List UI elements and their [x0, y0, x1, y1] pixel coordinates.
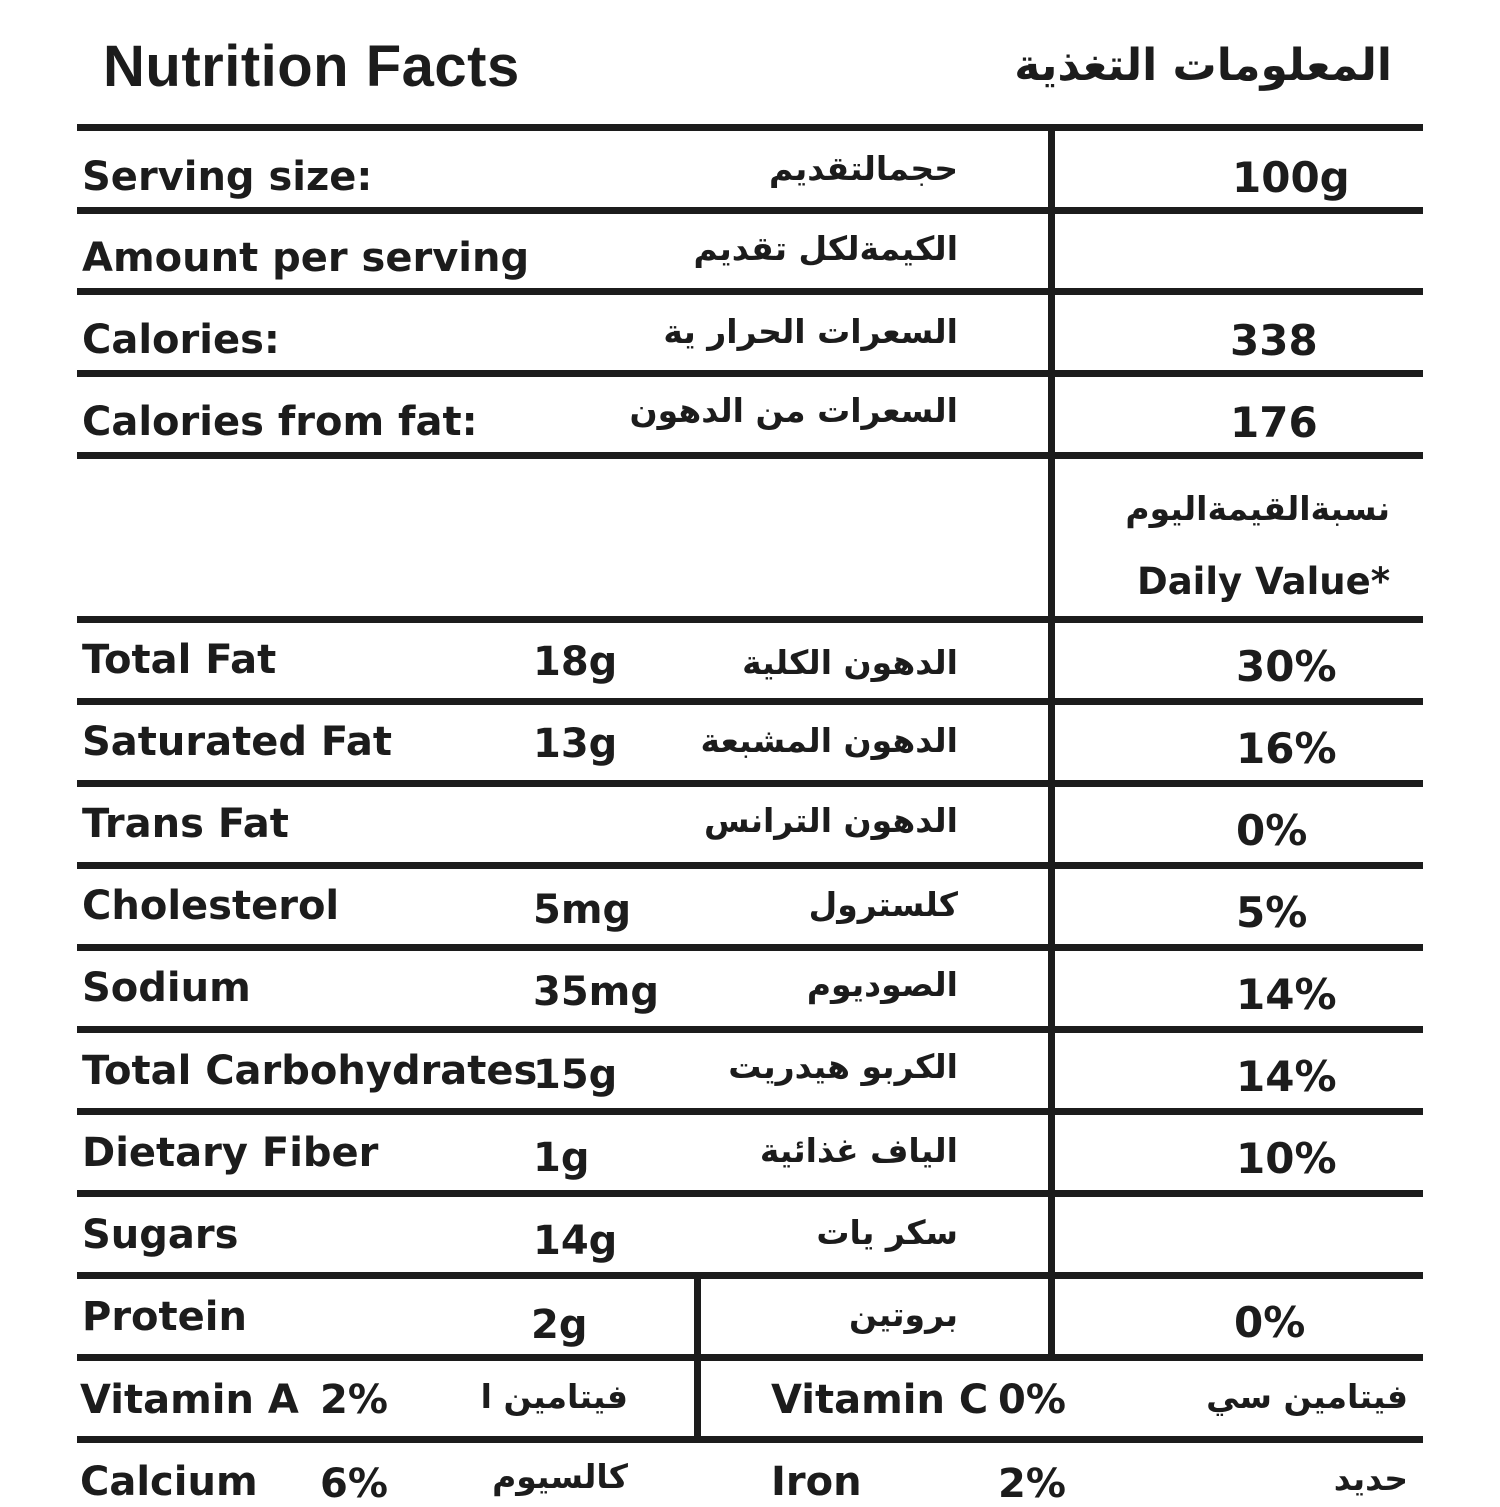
nutrient-quantity: 5mg [533, 887, 632, 933]
vitamin-name-ar: كالسيوم [492, 1457, 628, 1496]
nutrient-daily-value: 14% [1236, 970, 1337, 1019]
nutrient-name-ar: سكر يات [816, 1213, 958, 1252]
nutrient-name: Sugars [82, 1212, 239, 1258]
calories-label-ar: السعرات الحرار ية [663, 312, 958, 351]
calories-label: Calories: [82, 317, 280, 363]
nutrient-name: Saturated Fat [82, 719, 393, 765]
calories-from-fat-label: Calories from fat: [82, 399, 478, 445]
vitamin-name-ar: فيتامين سي [1206, 1377, 1408, 1416]
vitamin-name-ar: حديد [1333, 1459, 1408, 1498]
daily-value-header: Daily Value* [1137, 560, 1391, 603]
serving-size-label: Serving size: [82, 154, 373, 200]
daily-value-header-ar: نسبةالقيمةاليوم [1125, 489, 1390, 528]
nutrient-name-ar: الصوديوم [806, 965, 958, 1004]
vitamin-name: Vitamin C [771, 1377, 989, 1423]
serving-size-label-ar: حجمالتقديم [768, 149, 958, 188]
nutrient-quantity: 18g [533, 639, 618, 685]
title-english: Nutrition Facts [103, 34, 520, 99]
rule [77, 452, 1423, 459]
nutrient-quantity: 2g [531, 1302, 588, 1348]
nutrient-name-ar: الياف غذائية [759, 1131, 958, 1170]
vitamin-name-ar: فيتامين ا [480, 1377, 628, 1416]
nutrient-daily-value: 14% [1236, 1052, 1337, 1101]
nutrient-name-ar: كلسترول [808, 885, 958, 924]
title-arabic: المعلومات التغذية [1014, 40, 1392, 91]
calories-value: 338 [1230, 316, 1318, 365]
rule [77, 124, 1423, 131]
nutrient-daily-value: 0% [1234, 1298, 1306, 1347]
nutrient-name: Total Fat [82, 637, 277, 683]
nutrient-daily-value: 10% [1236, 1134, 1337, 1183]
amount-per-serving-label-ar: الكيمةلكل تقديم [693, 229, 958, 268]
nutrient-name-ar: الدهون المشبعة [700, 721, 958, 760]
nutrient-name-ar: بروتين [849, 1295, 958, 1334]
nutrient-name-ar: الكربو هيدريت [728, 1047, 958, 1086]
rule [77, 780, 1423, 787]
calories-from-fat-label-ar: السعرات من الدهون [629, 391, 958, 430]
nutrient-name: Protein [82, 1294, 247, 1340]
nutrient-daily-value: 0% [1236, 806, 1308, 855]
nutrient-name: Total Carbohydrates [82, 1048, 538, 1094]
rule [77, 370, 1423, 377]
rule [77, 698, 1423, 705]
nutrient-name: Sodium [82, 965, 251, 1011]
serving-size-value: 100g [1232, 153, 1350, 202]
nutrient-quantity: 35mg [533, 969, 659, 1015]
vitamin-value: 2% [320, 1377, 388, 1423]
vitamin-name: Vitamin A [80, 1377, 299, 1423]
column-divider [1048, 124, 1055, 1361]
rule [77, 862, 1423, 869]
nutrient-quantity: 14g [533, 1218, 618, 1264]
nutrient-daily-value: 5% [1236, 888, 1308, 937]
nutrient-quantity: 13g [533, 721, 618, 767]
rule [77, 944, 1423, 951]
nutrient-quantity: 15g [533, 1052, 618, 1098]
vitamin-value: 6% [320, 1461, 388, 1507]
nutrient-daily-value: 30% [1236, 642, 1337, 691]
rule [77, 1108, 1423, 1115]
rule [77, 1272, 1423, 1279]
rule [77, 207, 1423, 214]
nutrient-name-ar: الدهون الترانس [703, 801, 958, 840]
vitamin-value: 0% [998, 1377, 1066, 1423]
rule [77, 288, 1423, 295]
vitamin-value: 2% [998, 1461, 1066, 1507]
rule [77, 1190, 1423, 1197]
nutrient-name: Trans Fat [82, 801, 289, 847]
calories-from-fat-value: 176 [1230, 398, 1318, 447]
rule [77, 616, 1423, 623]
vitamin-name: Calcium [80, 1459, 258, 1505]
nutrient-name: Cholesterol [82, 883, 340, 929]
nutrient-daily-value: 16% [1236, 724, 1337, 773]
rule [77, 1436, 1423, 1443]
column-divider [694, 1272, 701, 1443]
nutrient-name: Dietary Fiber [82, 1130, 379, 1176]
rule [77, 1354, 1423, 1361]
vitamin-name: Iron [771, 1459, 862, 1505]
rule [77, 1026, 1423, 1033]
amount-per-serving-label: Amount per serving [82, 235, 530, 281]
nutrient-name-ar: الدهون الكلية [742, 643, 958, 682]
nutrient-quantity: 1g [533, 1135, 590, 1181]
